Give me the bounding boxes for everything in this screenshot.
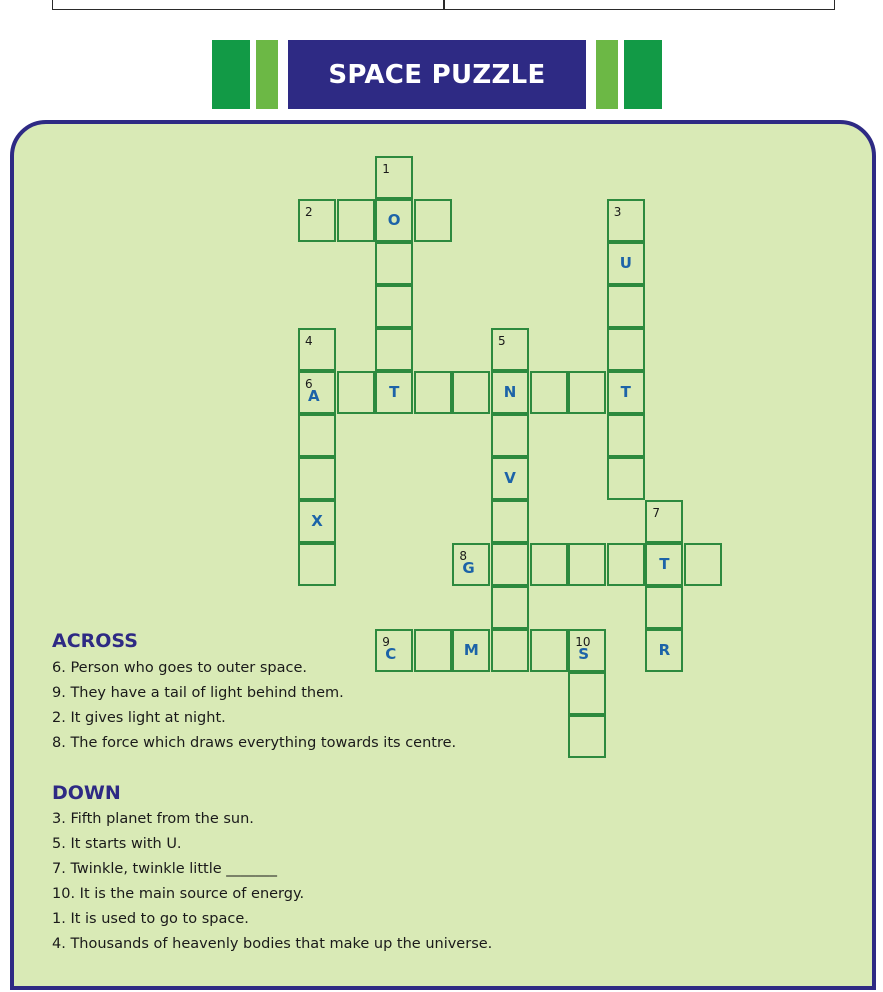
crossword-cell [491,457,529,500]
down-clue: 4. Thousands of heavenly bodies that make up the universe. [52,936,493,952]
crossword-cell [375,199,413,242]
crossword-cell [491,371,529,414]
clue-number: 3 [613,205,622,219]
crossword-cell [645,500,683,543]
cell-letter: X [311,512,323,530]
clue-number: 4 [305,334,313,348]
crossword-cell [607,242,645,285]
crossword-cell [298,543,336,586]
down-clue: 10. It is the main source of energy. [52,886,305,902]
crossword-cell [607,414,645,457]
crossword-cell [298,199,336,242]
cell-letter: T [659,555,670,573]
clue-number: 10 [575,635,591,649]
down-section [52,782,652,957]
crossword-cell [607,543,645,586]
crossword-cell [607,285,645,328]
clue-number: 9 [382,635,390,649]
crossword-cell [337,371,375,414]
crossword-cell [375,371,413,414]
crossword-cell [452,543,490,586]
crossword-cell [607,328,645,371]
down-clues [52,807,652,957]
crossword-cell [607,371,645,414]
across-clue: 2. It gives light at night. [52,710,226,726]
crossword-cell [530,543,568,586]
crossword-cell [375,285,413,328]
clue-number: 2 [305,205,313,219]
cell-letter: C [385,645,397,663]
crossword-cell [375,242,413,285]
clue-number: 5 [498,334,506,348]
crossword-cell [298,328,336,371]
across-clues [52,656,652,756]
cell-letter: N [503,383,517,401]
cell-letter: O [387,211,401,229]
across-clue: 6. Person who goes to outer space. [52,660,308,676]
across-heading: ACROSS [52,630,138,652]
crossword-cell [414,199,452,242]
crossword-cell [337,199,375,242]
down-clue: 7. Twinkle, twinkle little _______ [52,861,277,877]
down-clue: 3. Fifth planet from the sun. [52,811,254,827]
crossword-cell [491,414,529,457]
crossword-cell [491,328,529,371]
down-heading: DOWN [52,782,121,804]
cell-letter: T [620,383,631,401]
cell-letter: G [462,559,475,577]
crossword-cell [491,500,529,543]
cell-letter: V [504,469,516,487]
crossword-cell [645,586,683,629]
page-title: SPACE PUZZLE [328,59,546,90]
cell-letter: T [389,383,400,401]
cell-letter: U [619,254,632,272]
crossword-cell [607,199,645,242]
crossword-cell [568,543,606,586]
across-section [52,630,652,756]
cell-letter: A [308,387,320,405]
down-clue: 1. It is used to go to space. [52,911,249,927]
crossword-cell [298,457,336,500]
clue-number: 8 [459,549,468,563]
clue-number: 6 [305,377,313,391]
across-clue: 8. The force which draws everything towards its centre. [52,735,457,751]
crossword-cell [298,371,336,414]
cell-letter: R [658,641,671,659]
clue-number: 1 [382,162,390,176]
crossword-cell [645,543,683,586]
crossword-cell [375,156,413,199]
cell-letter: S [578,645,589,663]
crossword-cell [607,457,645,500]
crossword-cell [568,371,606,414]
crossword-cell [491,586,529,629]
crossword-cell [414,371,452,414]
crossword-cell [452,371,490,414]
crossword-cell [298,414,336,457]
down-clue: 5. It starts with U. [52,836,182,852]
crossword-cell [375,328,413,371]
crossword-cell [530,371,568,414]
crossword-cell [491,543,529,586]
cell-letter: M [463,641,479,659]
crossword-cell [298,500,336,543]
clue-number: 7 [652,506,661,520]
crossword-cell [684,543,722,586]
across-clue: 9. They have a tail of light behind them. [52,685,344,701]
